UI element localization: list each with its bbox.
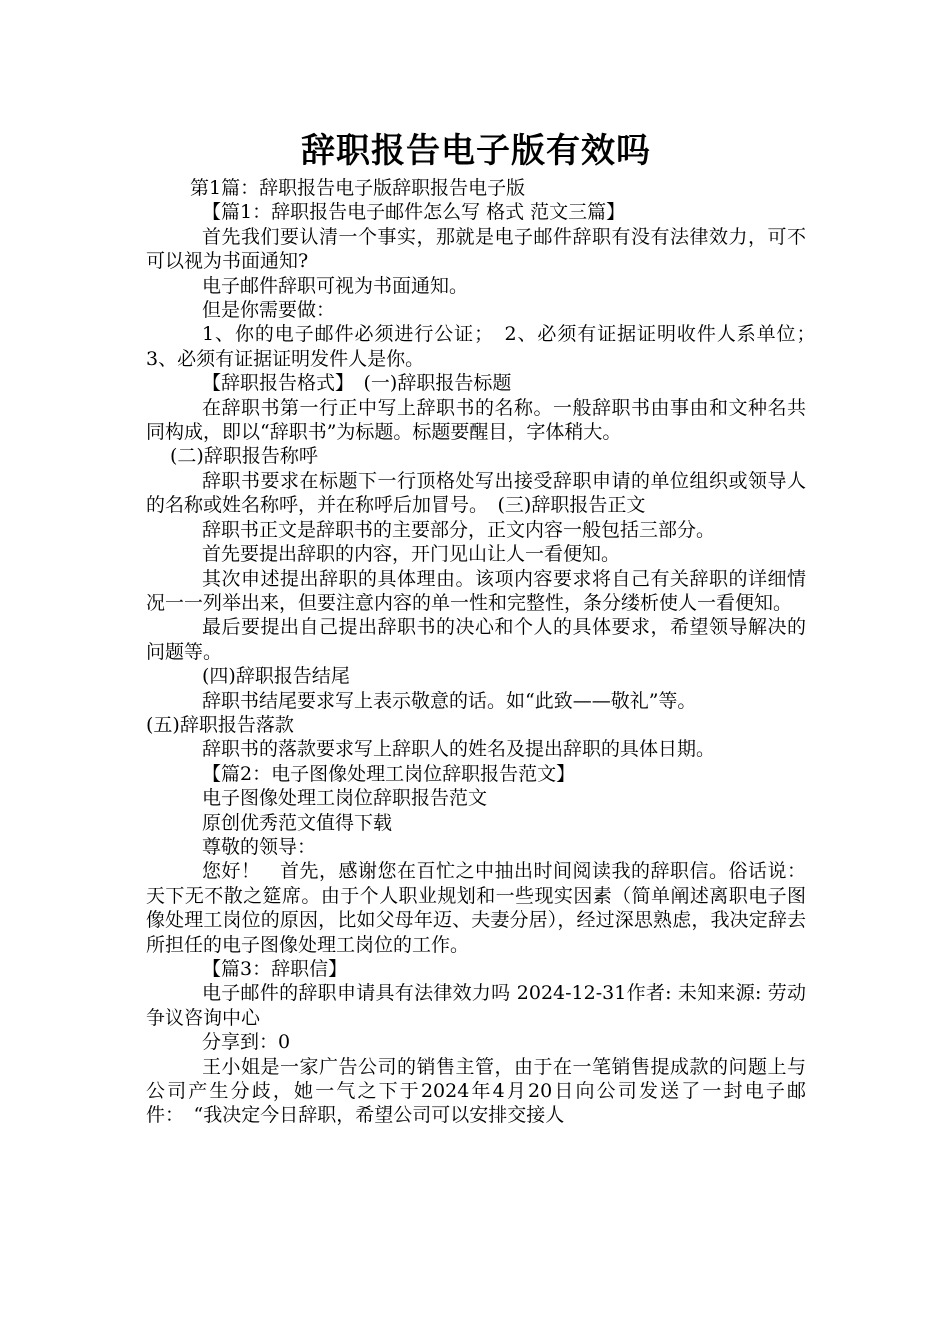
document-title: 辞职报告电子版有效吗	[301, 131, 651, 171]
paragraph: 在辞职书第一行正中写上辞职书的名称。一般辞职书由事由和文种名共同构成，即以“辞职书”为标题。标题要醒目，字体稍大。	[146, 396, 806, 444]
paragraph: 最后要提出自己提出辞职书的决心和个人的具体要求，希望领导解决的问题等。	[146, 616, 806, 663]
paragraph: 辞职书要求在标题下一行顶格处写出接受辞职申请的单位组织或领导人的名称或姓名称呼，并在称呼后加冒号。 (三)辞职报告正文	[146, 469, 806, 517]
paragraph: 分享到：0	[202, 1031, 291, 1054]
subheading: (二)辞职报告称呼	[170, 445, 318, 468]
paragraph: 首先要提出辞职的内容，开门见山让人一看便知。	[202, 543, 621, 566]
paragraph: 电子邮件辞职可视为书面通知。	[202, 274, 469, 297]
paragraph: 原创优秀范文值得下载	[202, 811, 393, 834]
paragraph: 辞职书的落款要求写上辞职人的姓名及提出辞职的具体日期。	[202, 738, 716, 761]
article-heading: 【篇3：辞职信】	[202, 958, 348, 980]
document-page	[146, 128, 826, 1128]
subheading: 【辞职报告格式】 (一)辞职报告标题	[202, 372, 512, 395]
paragraph: 辞职书正文是辞职书的主要部分，正文内容一般包括三部分。	[202, 518, 716, 541]
paragraph: 其次申述提出辞职的具体理由。该项内容要求将自己有关辞职的详细情况一一列举出来，但要注意内容的单一性和完整性，条分缕析使人一看便知。	[146, 567, 806, 614]
paragraph: 王小姐是一家广告公司的销售主管，由于在一笔销售提成款的问题上与公司产生分歧，她一气之下于2024年4月20日向公司发送了一封电子邮件： “我决定今日辞职，希望公司可以安排交接人	[146, 1055, 806, 1127]
paragraph: 1、你的电子邮件必须进行公证； 2、必须有证据证明收件人系单位； 3、必须有证据证明发件人是你。	[146, 323, 826, 370]
paragraph: 辞职书结尾要求写上表示敬意的话。如“此致——敬礼”等。	[202, 689, 697, 712]
paragraph: 电子邮件的辞职申请具有法律效力吗 2024-12-31作者: 未知来源: 劳动争议咨询中心	[146, 982, 806, 1029]
paragraph: 您好！ 首先，感谢您在百忙之中抽出时间阅读我的辞职信。俗话说：天下无不散之筵席。由于个人职业规划和一些现实因素（简单阐述离职电子图像处理工岗位的原因，比如父母年迈、夫妻分居），经过深思熟虑，我决定辞去所担任的电子图像处理工岗位的工作。	[146, 860, 806, 956]
section-heading: 第1篇：辞职报告电子版辞职报告电子版	[190, 177, 526, 199]
salutation: 尊敬的领导：	[202, 835, 317, 858]
paragraph: 但是你需要做：	[202, 299, 336, 322]
subheading: (四)辞职报告结尾	[202, 665, 350, 688]
article-heading: 【篇1：辞职报告电子邮件怎么写 格式 范文三篇】	[202, 201, 626, 224]
article-heading: 【篇2：电子图像处理工岗位辞职报告范文】	[202, 762, 576, 785]
paragraph: 首先我们要认清一个事实，那就是电子邮件辞职有没有法律效力，可不可以视为书面通知?	[146, 225, 806, 273]
subheading: (五)辞职报告落款	[146, 713, 294, 736]
paragraph: 电子图像处理工岗位辞职报告范文	[202, 787, 488, 810]
